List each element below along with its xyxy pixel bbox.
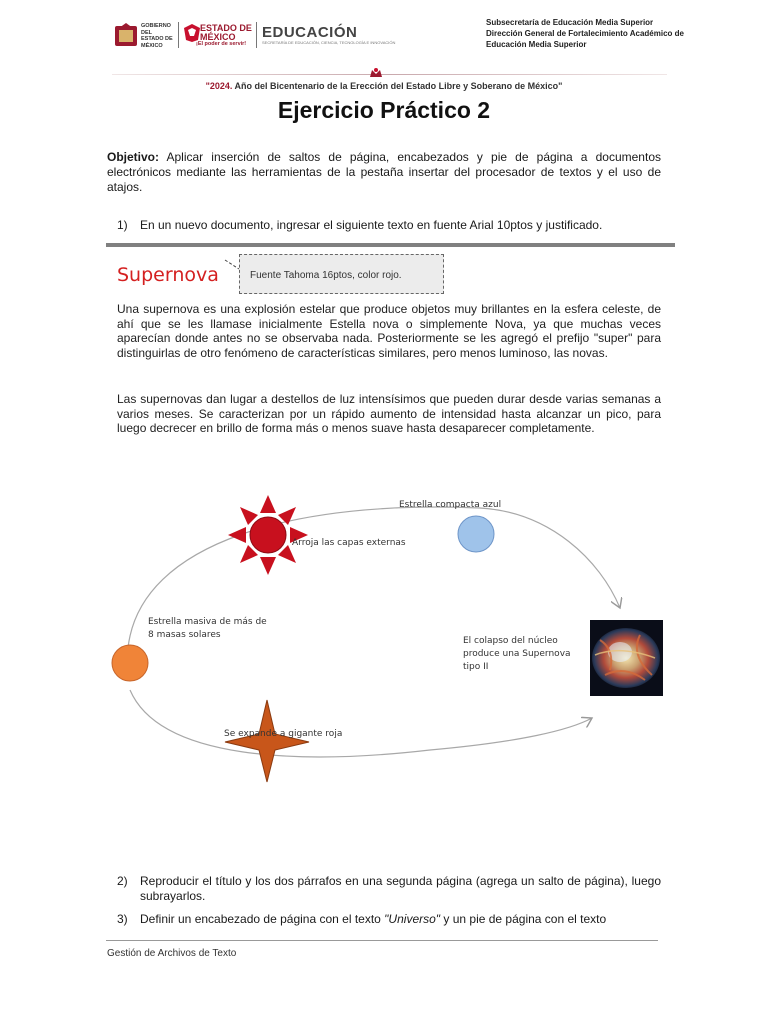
step-3: 3) Definir un encabezado de página con el texto "Universo" y un pie de página con el texto — [117, 912, 607, 926]
sample-paragraph-1: Una supernova es una explosión estelar que produce objetos muy brillantes en la esfera celeste, de ahí que se les llamase inicialmente Estella nova o simplemente Nova, ya que muchas veces aparecían donde antes no se observaba nada. Posteriormente se les agregó el prefijo "super" para distinguirlas de otro fenómeno de características similares, pero menos luminoso, las novas. — [117, 302, 661, 360]
edomex-logo-text: ESTADO DE MÉXICO — [200, 23, 252, 42]
header-divider-1 — [178, 22, 179, 48]
supernova-lifecycle-diagram — [100, 480, 680, 820]
objective-text: Aplicar inserción de saltos de página, encabezados y pie de página a documentos electrónicos mediante las herramientas de la pestaña insertar del procesador de textos y el uso de atajos. — [107, 150, 661, 194]
sample-heading: Supernova — [117, 264, 219, 286]
educacion-subtitle: SECRETARÍA DE EDUCACIÓN, CIENCIA, TECNOLOGÍA E INNOVACIÓN — [262, 40, 396, 45]
objective-paragraph — [107, 150, 661, 195]
label-core-collapse: El colapso del núcleo produce una Supernova tipo II — [463, 636, 571, 672]
educacion-logo: EDUCACIÓN — [262, 24, 358, 41]
objective-label: Objetivo: — [107, 150, 160, 164]
page-title: Ejercicio Práctico 2 — [277, 97, 491, 123]
sample-top-rule — [106, 243, 675, 247]
crab-nebula-image — [590, 620, 663, 696]
step-1: 1) En un nuevo documento, ingresar el siguiente texto en fuente Arial 10ptos y justificado. — [117, 218, 603, 232]
subsecretaria-text: Subsecretaría de Educación Media Superior Dirección General de Fortalecimiento Académico de Educación Media Superior — [486, 18, 684, 49]
label-outer-layers: Arroja las capas externas — [292, 538, 406, 548]
footer-rule — [106, 940, 658, 941]
state-seal-logo — [113, 22, 139, 48]
red-giant-star-icon — [225, 700, 309, 782]
commemorative-year-line: "2024. Año del Bicentenario de la Erección del Estado Libre y Soberano de México" — [205, 81, 563, 91]
orange-massive-star — [112, 645, 148, 681]
sample-paragraph-2: Las supernovas dan lugar a destellos de luz intensísimos que pueden durar desde varias semanas a varios meses. Se caracterizan por un rápido aumento de intensidad hasta alcanzar un pico, para luego decrecer en brillo de forma más o menos suave hasta desaparecer completamente. — [117, 392, 661, 435]
edomex-slogan: ¡El poder de servir! — [196, 41, 247, 47]
gob-logo-text: GOBIERNO DEL ESTADO DE MÉXICO — [141, 23, 173, 49]
footer-text: Gestión de Archivos de Texto — [107, 948, 237, 959]
label-massive-star: Estrella masiva de más de 8 masas solares — [148, 617, 267, 640]
step-2: 2) Reproducir el título y los dos párrafos en una segunda página (agrega un salto de página), luego subrayarlos. — [117, 874, 661, 903]
font-callout: Fuente Tahoma 16ptos, color rojo. — [239, 254, 444, 294]
blue-compact-star — [458, 516, 494, 552]
label-compact-blue-star: Estrella compacta azul — [399, 500, 502, 510]
lower-arc — [130, 690, 592, 757]
header-divider-2 — [256, 22, 257, 48]
header — [0, 0, 768, 80]
header-rule — [112, 74, 667, 75]
red-star-icon — [228, 495, 308, 575]
label-red-giant: Se expande a gigante roja — [224, 729, 343, 739]
crown-icon — [369, 66, 383, 78]
